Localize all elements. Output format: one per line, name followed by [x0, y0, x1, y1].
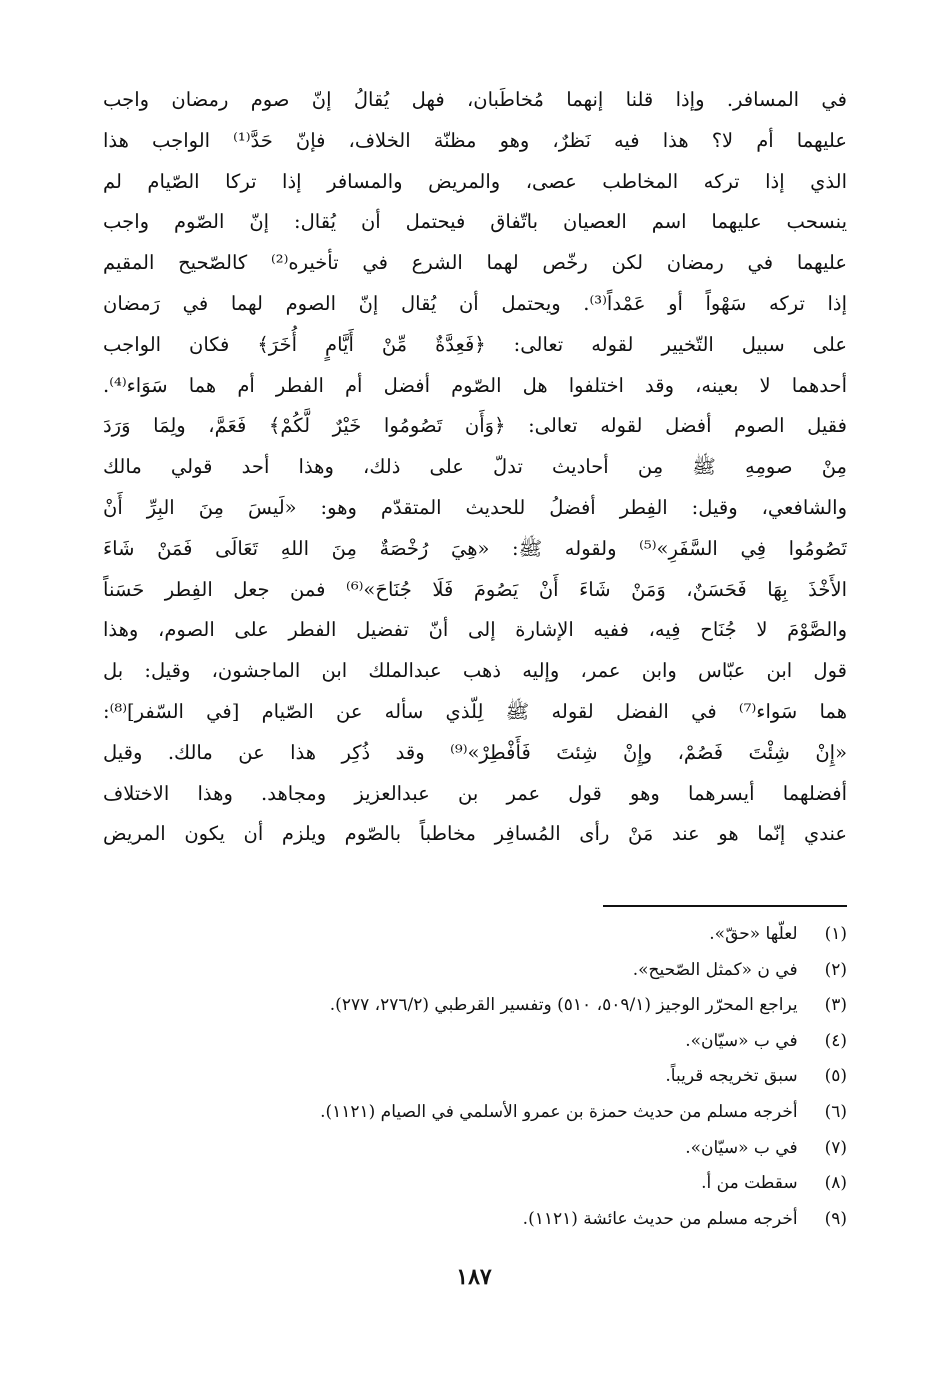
text-line: «إِنْ شِئْتَ فَصُمْ، وإِنْ شِئتَ فَأَفْطِرْ»⁽⁹⁾ وقد ذُكِر هذا عن مالك. وقيل — [103, 740, 847, 764]
footnote-text: يراجع المحرّر الوجيز (٥٠٩/١، ٥١٠) وتفسير القرطبي (٢٧٦/٢، ٢٧٧). — [329, 995, 798, 1016]
footnote-text: أخرجه مسلم من حديث عائشة (١١٢١). — [522, 1208, 798, 1229]
text-line: عليهما في رمضان لكن رخّص لهما الشرع في تأخيره⁽²⁾ كالصّحيح المقيم — [103, 251, 847, 275]
text-line: تَصُومُوا فِي السَّفَرِ»⁽⁵⁾ ولقوله ﷺ: «هِيَ رُخْصَةٌ مِنَ اللهِ تَعَالَى فَمَنْ شَاءَ — [103, 536, 847, 560]
footnote-number: (٢) — [824, 959, 847, 980]
footnote-number: (٩) — [824, 1208, 847, 1229]
footnote — [103, 1024, 847, 1060]
text-line: قول ابن عبّاس وابن عمر، وإليه ذهب عبدالملك ابن الماجشون، وقيل: بل — [103, 659, 847, 683]
text-line: والشافعي، وقيل: الفِطر أفضلُ للحديث المتقدّم وهو: «لَيسَ مِنَ البِرِّ أَنْ — [103, 495, 847, 519]
footnote-separator — [603, 905, 847, 907]
text-line: أحدهما لا بعينه، وقد اختلفوا هل الصّوم أفضل أم الفطر أم هما سَوَاء⁽⁴⁾. — [103, 373, 847, 397]
footnote — [103, 1059, 847, 1095]
footnote-text: في ب «سيّان». — [685, 1030, 798, 1051]
text-line: والصَّوْمَ لا جُنَاح فِيه، ففيه الإشارة إلى أنّ تفضيل الفطر على الصوم، وهذا — [103, 618, 847, 642]
footnote — [103, 1095, 847, 1131]
footnote — [103, 988, 847, 1024]
footnote-text: في ب «سيّان». — [685, 1137, 798, 1158]
footnote-number: (٨) — [824, 1173, 847, 1194]
footnote-text: لعلّها «حقّ». — [709, 924, 798, 944]
text-line: فقيل الصوم أفضل لقوله تعالى: ﴿وَأَن تَصُومُوا خَيْرٌ لَّكُمْ﴾ فَعَمَّ، ولِمَا وَرَدَ — [103, 414, 847, 438]
text-line: أفضلهما أيسرهما وهو قول عمر بن عبدالعزيز ومجاهد. وهذا الاختلاف — [103, 781, 847, 805]
footnote — [103, 1202, 847, 1238]
footnote-text: في ن «كمثل الصّحيح». — [632, 959, 798, 980]
footnote-number: (٥) — [824, 1066, 847, 1087]
text-line: مِنْ صومِهِ ﷺ مِن أحاديث تدلّ على ذلك، وهذا أحد قولي مالك — [103, 455, 847, 479]
footnote-number: (٣) — [824, 995, 847, 1016]
text-line: هما سَواء⁽⁷⁾ في الفضل لقوله ﷺ لِلّذي سأله عن الصّيام [في السّفر]⁽⁸⁾: — [103, 699, 847, 723]
footnote-number: (٦) — [824, 1101, 847, 1122]
footnote-text: سبق تخريجه قريباً. — [665, 1066, 798, 1087]
footnote-text: أخرجه مسلم من حديث حمزة بن عمرو الأسلمي في الصيام (١١٢١). — [320, 1101, 798, 1122]
text-line: على سبيل التّخيير لقوله تعالى: ﴿فَعِدَّةٌ مِّنْ أَيَّامٍ أُخَرَ﴾ فكان الواجب — [103, 332, 847, 356]
text-line: الذي إذا تركه المخاطب عصى، والمريض والمسافر إذا تركا الصّيام لم — [103, 169, 847, 193]
text-line: إذا تركه سَهْواً أو عَمْداً⁽³⁾. ويحتمل أن يُقال إنّ الصوم لهما في رَمضان — [103, 291, 847, 315]
footnote-number: (٤) — [824, 1030, 847, 1051]
footnote — [103, 1131, 847, 1167]
footnote-number: (١) — [824, 924, 847, 944]
footnotes-list — [103, 917, 847, 1237]
text-line: عندي إنّما هو عند مَنْ رأى المُسافِر مخاطباً بالصّوم ويلزم أن يكون المريض — [103, 822, 847, 846]
page-number: ١٨٧ — [456, 1264, 492, 1290]
main-text — [103, 80, 847, 855]
text-line: عليهما أم لا؟ هذا فيه نَظرٌ، وهو مظنّة الخلاف، فإنّ حَدَّ⁽¹⁾ الواجب هذا — [103, 128, 847, 152]
footnote — [103, 953, 847, 989]
footnote — [103, 1166, 847, 1202]
footnote — [103, 917, 847, 953]
text-line: في المسافر. وإذا قلنا إنهما مُخاطَبان، فهل يُقالُ إنّ صوم رمضان واجب — [103, 88, 847, 111]
footnote-number: (٧) — [824, 1137, 847, 1158]
text-line: ينسحب عليهما اسم العصيان باتّفاق فيحتمل أن يُقال: إنّ الصّوم واجب — [103, 210, 847, 234]
footnote-text: سقطت من أ. — [701, 1173, 798, 1194]
text-line: الأَخْذَ بِهَا فَحَسَنٌ، وَمَنْ شَاءَ أَنْ يَصُومَ فَلَا جُنَاحَ»⁽⁶⁾ فمن جعل الفِطر حَسَناً — [103, 577, 847, 601]
